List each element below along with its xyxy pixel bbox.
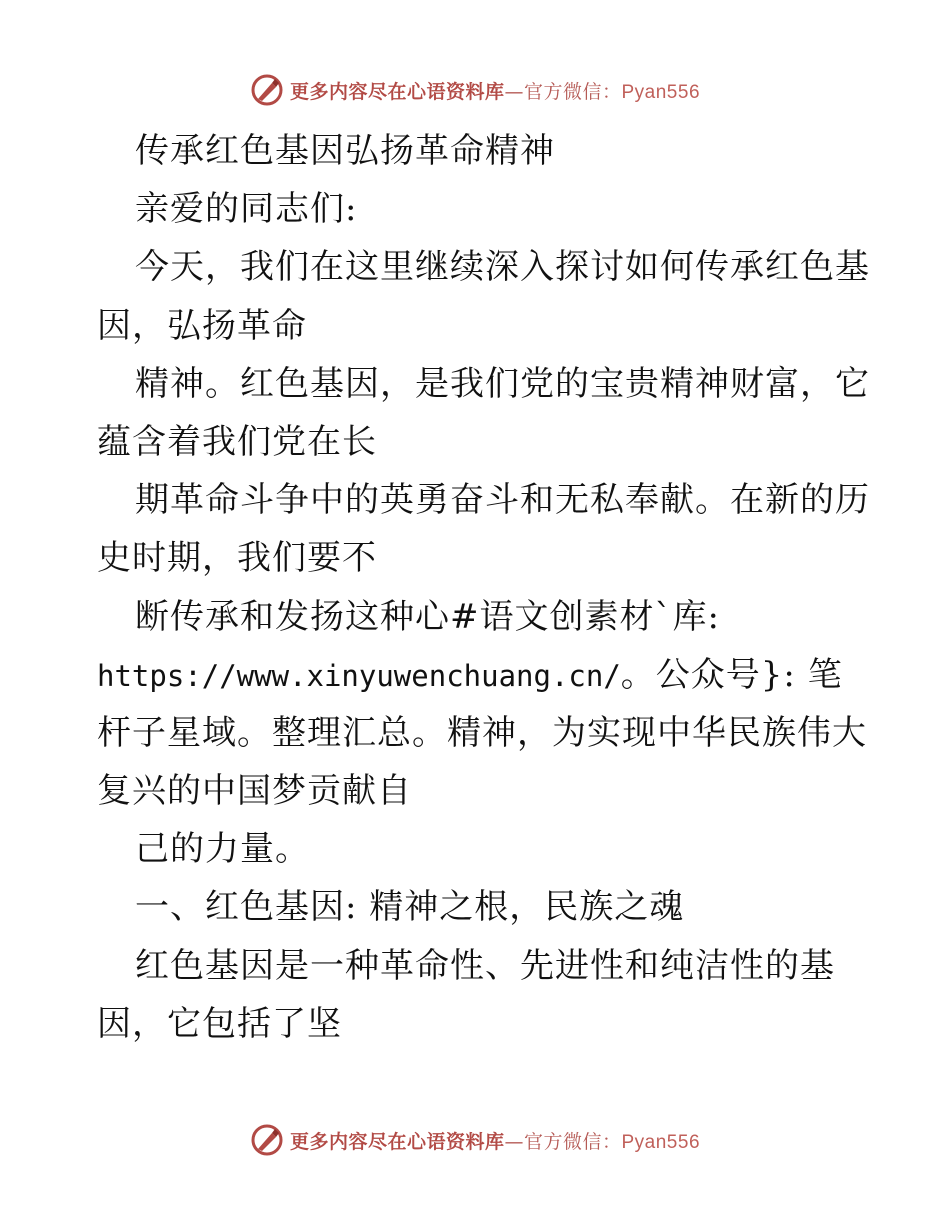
watermark-text xyxy=(290,77,700,104)
watermark-wechat-label: —官方微信： xyxy=(504,80,622,103)
paragraph-line: 期革命斗争中的英勇奋斗和无私奉献。在新的历 xyxy=(135,480,870,521)
paragraph-line: 史时期，我们要不 xyxy=(97,538,377,579)
watermark-wechat-label: —官方微信： xyxy=(504,1130,622,1153)
footer-watermark-banner xyxy=(0,1120,950,1160)
website-url: https://www.xinyuwenchuang.cn/ xyxy=(97,658,621,693)
document-body xyxy=(97,122,870,1053)
pen-circle-logo-icon xyxy=(250,73,284,107)
paragraph-line: 今天，我们在这里继续深入探讨如何传承红色基 xyxy=(135,247,870,288)
paragraph-line: 蕴含着我们党在长 xyxy=(97,421,377,462)
section-heading: 一、红色基因: 精神之根，民族之魂 xyxy=(135,887,685,928)
watermark-text xyxy=(290,1127,700,1154)
watermark-wechat-account: Pyan556 xyxy=(621,1131,701,1153)
paragraph-line: 复兴的中国梦贡献自 xyxy=(97,771,412,812)
paragraph-line: 断传承和发扬这种心#语文创素材`库: xyxy=(135,596,720,637)
paragraph-line: 红色基因是一种革命性、先进性和纯洁性的基 xyxy=(135,945,835,986)
watermark-wechat-account: Pyan556 xyxy=(621,81,701,103)
pen-circle-logo-icon xyxy=(250,1123,284,1157)
url-trailing-text: 。公众号}: 笔 xyxy=(620,654,843,695)
paragraph-line: 杆子星域。整理汇总。精神，为实现中华民族伟大 xyxy=(97,712,867,753)
paragraph-line: 己的力量。 xyxy=(135,829,310,870)
header-watermark-banner xyxy=(0,70,950,110)
document-title: 传承红色基因弘扬革命精神 xyxy=(135,131,555,171)
watermark-site-name: 更多内容尽在心语资料库 xyxy=(289,80,505,103)
paragraph-line: 因，弘扬革命 xyxy=(97,305,307,346)
document-salutation: 亲爱的同志们: xyxy=(135,189,358,230)
paragraph-line-url xyxy=(97,646,857,704)
paragraph-line: 精神。红色基因，是我们党的宝贵精神财富，它 xyxy=(135,363,870,404)
paragraph-line: 因，它包括了坚 xyxy=(97,1003,342,1044)
watermark-site-name: 更多内容尽在心语资料库 xyxy=(289,1130,505,1153)
